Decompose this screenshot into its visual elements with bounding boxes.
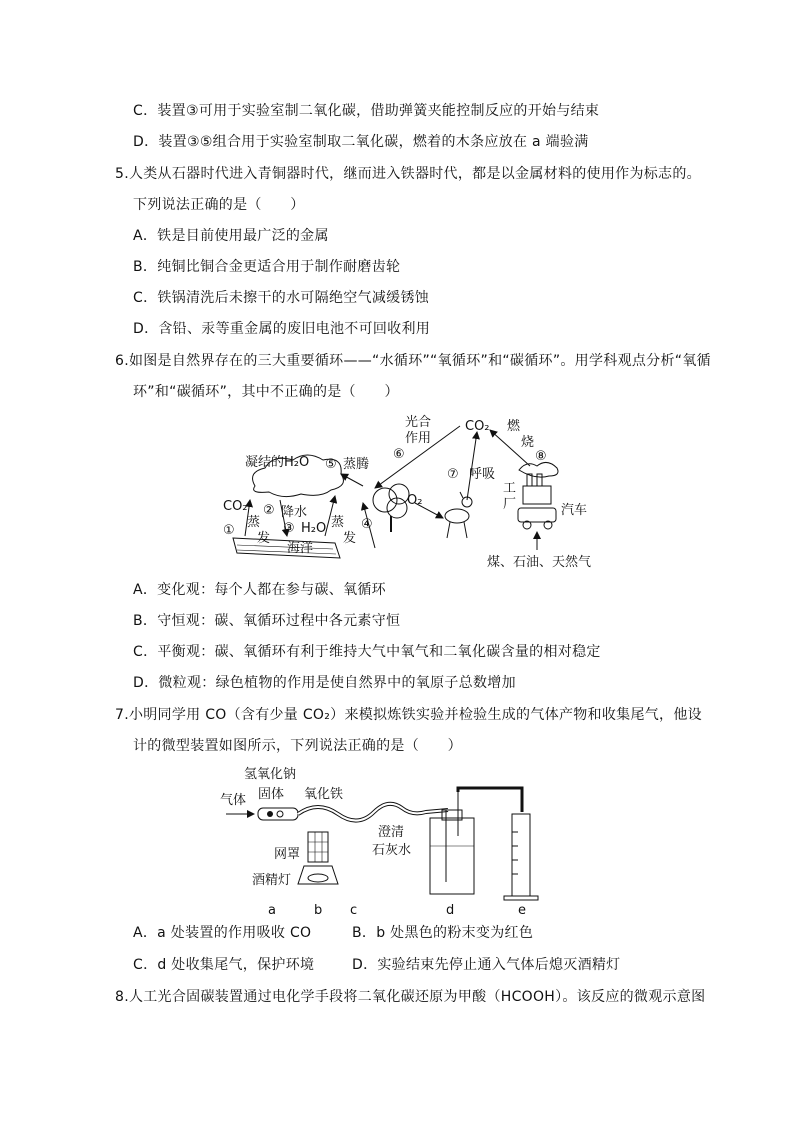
apparatus-diagram xyxy=(218,762,548,920)
label-rain: 降水 xyxy=(281,505,308,520)
factory-shape xyxy=(519,462,558,504)
label-evap-b: 发 xyxy=(257,531,271,546)
label-car: 汽车 xyxy=(561,503,588,518)
q6-stem-line1: 6.如图是自然界存在的三大重要循环——“水循环”“氧循环”和“碳循环”。用学科观点分析“氧循 xyxy=(115,353,711,369)
q4-option-c: C．装置③可用于实验室制二氧化碳，借助弹簧夹能控制反应的开始与结束 xyxy=(133,103,600,119)
q5-option-b: B．纯铜比铜合金更适合用于制作耐磨齿轮 xyxy=(133,259,401,275)
label-boiling: 蒸腾 xyxy=(343,457,370,472)
label-evap2-b: 发 xyxy=(343,531,357,546)
label-lime1: 澄清 xyxy=(378,825,405,840)
mesh-and-lamp xyxy=(298,832,338,884)
q5-stem-line2: 下列说法正确的是（ ） xyxy=(133,197,305,213)
label-n4: ④ xyxy=(361,517,373,532)
label-n1: ① xyxy=(223,523,235,538)
tree-shape xyxy=(373,484,409,532)
label-co2-left: CO₂ xyxy=(223,499,248,514)
label-n2: ② xyxy=(263,503,275,518)
q7-stem-line2: 计的微型装置如图所示，下列说法正确的是（ ） xyxy=(133,738,462,754)
label-mesh: 网罩 xyxy=(274,847,301,862)
label-c: c xyxy=(350,903,358,918)
q6-option-c: C．平衡观：碳、氧循环有利于维持大气中氧气和二氧化碳含量的相对稳定 xyxy=(133,644,601,660)
label-burn1: 燃 xyxy=(507,419,521,434)
label-a: a xyxy=(268,903,276,918)
q5-option-c: C．铁锅清洗后未擦干的水可隔绝空气减缓锈蚀 xyxy=(133,290,430,306)
label-ocean: 海洋 xyxy=(287,541,314,556)
label-d: d xyxy=(446,903,455,918)
label-naoh2: 固体 xyxy=(258,787,285,802)
drying-tube-a xyxy=(258,808,298,820)
label-n5: ⑤ xyxy=(325,457,337,472)
q5-option-d: D．含铅、汞等重金属的废旧电池不可回收利用 xyxy=(133,321,431,337)
label-n3: ③ xyxy=(283,521,295,536)
cycle-diagram xyxy=(215,408,605,576)
label-lamp: 酒精灯 xyxy=(252,873,292,888)
q6-option-b: B．守恒观：碳、氧循环过程中各元素守恒 xyxy=(133,613,401,629)
label-respire: 呼吸 xyxy=(469,467,496,482)
q8-stem-line1: 8.人工光合固碳装置通过电化学手段将二氧化碳还原为甲酸（HCOOH）。该反应的微观示意图 xyxy=(115,989,706,1005)
q7-stem-line1: 7.小明同学用 CO（含有少量 CO₂）来模拟炼铁实验并检验生成的气体产物和收集尾气，他设 xyxy=(115,707,702,723)
label-n6: ⑥ xyxy=(393,447,405,462)
label-co2-top: CO₂ xyxy=(465,419,490,434)
label-lime2: 石灰水 xyxy=(372,843,412,858)
label-factory1: 工 xyxy=(503,481,517,496)
q5-stem-line1: 5.人类从石器时代进入青铜器时代，继而进入铁器时代，都是以金属材料的使用作为标志的。 xyxy=(115,166,701,182)
label-factory2: 厂 xyxy=(503,497,517,512)
q6-stem-line2: 环”和“碳循环”，其中不正确的是（ ） xyxy=(133,384,399,400)
q6-option-d: D．微粒观：绿色植物的作用是使自然界中的氧原子总数增加 xyxy=(133,675,516,691)
label-evap2-a: 蒸 xyxy=(331,515,345,530)
measuring-cylinder-e xyxy=(504,814,538,900)
label-h2o: H₂O xyxy=(301,521,327,536)
q7-option-a: A．a 处装置的作用吸收 CO xyxy=(133,925,312,941)
deer-shape xyxy=(445,492,472,538)
q4-option-d: D．装置③⑤组合用于实验室制取二氧化碳，燃着的木条应放在 a 端验满 xyxy=(133,134,589,150)
label-fe2o3: 氧化铁 xyxy=(304,787,344,802)
label-naoh1: 氢氧化钠 xyxy=(244,767,297,782)
label-n7: ⑦ xyxy=(447,467,459,482)
car-shape xyxy=(518,508,556,529)
label-evap-a: 蒸 xyxy=(247,515,261,530)
label-b: b xyxy=(314,903,323,918)
q6-option-a: A．变化观：每个人都在参与碳、氧循环 xyxy=(133,582,386,598)
label-e: e xyxy=(518,903,526,918)
label-o2: O₂ xyxy=(407,493,423,508)
label-n8: ⑧ xyxy=(535,449,547,464)
label-burn2: 烧 xyxy=(521,435,535,450)
label-photo2: 作用 xyxy=(405,431,432,446)
q5-option-a: A．铁是目前使用最广泛的金属 xyxy=(133,228,329,244)
label-gas: 气体 xyxy=(220,793,247,808)
label-condensed-water: 凝结的H₂O xyxy=(245,455,310,470)
q7-option-d: D．实验结束先停止通入气体后熄灭酒精灯 xyxy=(352,957,621,973)
label-fuels: 煤、石油、天然气 xyxy=(487,555,592,570)
q7-option-b: B．b 处黑色的粉末变为红色 xyxy=(352,925,534,941)
collection-bottle-d xyxy=(430,792,474,894)
q7-option-c: C．d 处收集尾气，保护环境 xyxy=(133,957,315,973)
label-photo1: 光合 xyxy=(405,415,432,430)
